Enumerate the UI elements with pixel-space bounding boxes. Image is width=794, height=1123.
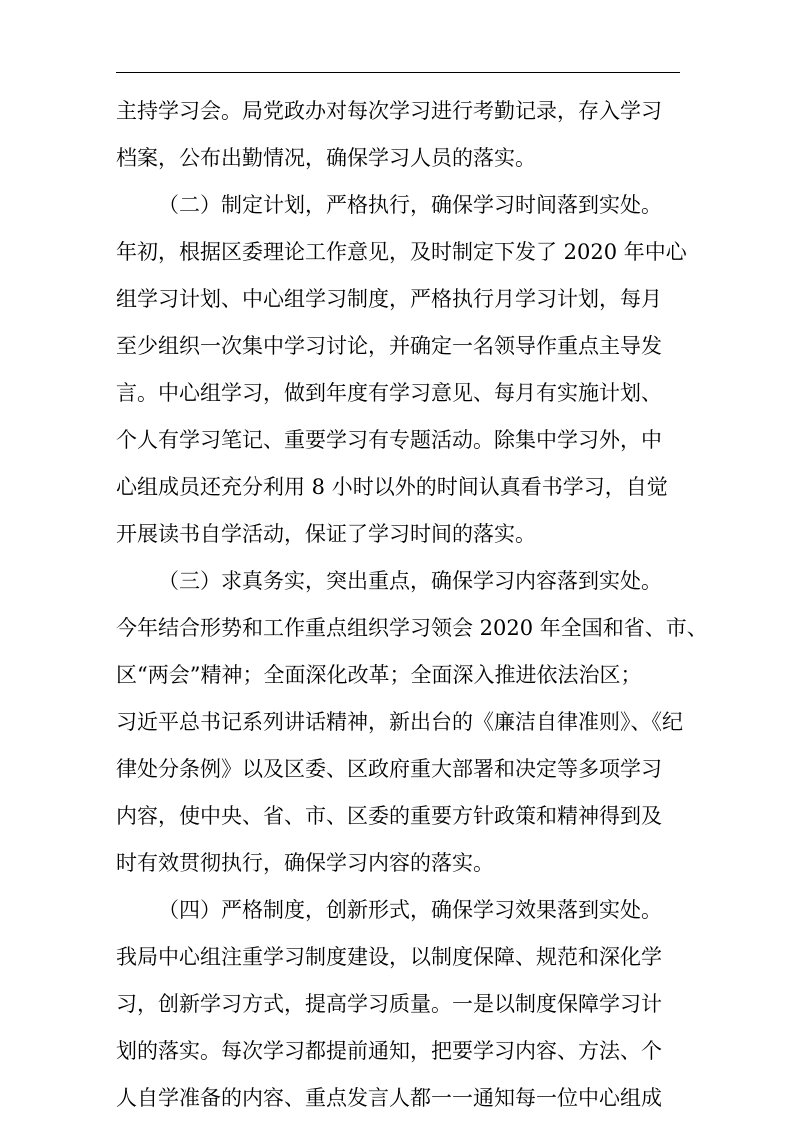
- header-rule: [116, 72, 680, 73]
- text-line: 习，创新学习方式，提高学习质量。一是以制度保障学习计: [116, 992, 662, 1016]
- text-line: 至少组织一次集中学习讨论，并确定一名领导作重点主导发: [116, 334, 662, 358]
- text-line: 今年结合形势和工作重点组织学习领会 2020 年全国和省、市、: [116, 616, 708, 640]
- text-line: 档案，公布出勤情况，确保学习人员的落实。: [116, 146, 536, 170]
- text-line: 我局中心组注重学习制度建设，以制度保障、规范和深化学: [116, 945, 662, 969]
- text-line: 习近平总书记系列讲话精神，新出台的《廉洁自律准则》、《纪: [116, 710, 683, 734]
- document-body: [116, 88, 708, 1122]
- text-line: 年初，根据区委理论工作意见，及时制定下发了 2020 年中心: [116, 240, 687, 264]
- text-line: 个人有学习笔记、重要学习有专题活动。除集中学习外，中: [116, 428, 662, 452]
- text-line: 划的落实。每次学习都提前通知，把要学习内容、方法、个: [116, 1039, 662, 1063]
- text-line: 区“两会”精神；全面深化改革；全面深入推进依法治区；: [116, 663, 642, 687]
- text-line: 组学习计划、中心组学习制度，严格执行月学习计划，每月: [116, 287, 662, 311]
- text-line: 时有效贯彻执行，确保学习内容的落实。: [116, 851, 494, 875]
- text-line: 开展读书自学活动，保证了学习时间的落实。: [116, 522, 536, 546]
- section-heading: （二）制定计划，严格执行，确保学习时间落到实处。: [158, 193, 662, 217]
- text-line: 主持学习会。局党政办对每次学习进行考勤记录，存入学习: [116, 99, 662, 123]
- text-line: 人自学准备的内容、重点发言人都一一通知每一位中心组成: [116, 1086, 662, 1110]
- section-heading: （三）求真务实，突出重点，确保学习内容落到实处。: [158, 569, 662, 593]
- text-line: 言。中心组学习，做到年度有学习意见、每月有实施计划、: [116, 381, 662, 405]
- text-line: 内容，使中央、省、市、区委的重要方针政策和精神得到及: [116, 804, 662, 828]
- section-heading: （四）严格制度，创新形式，确保学习效果落到实处。: [158, 898, 662, 922]
- text-line: 心组成员还充分利用 8 小时以外的时间认真看书学习，自觉: [116, 475, 668, 499]
- text-line: 律处分条例》以及区委、区政府重大部署和决定等多项学习: [116, 757, 662, 781]
